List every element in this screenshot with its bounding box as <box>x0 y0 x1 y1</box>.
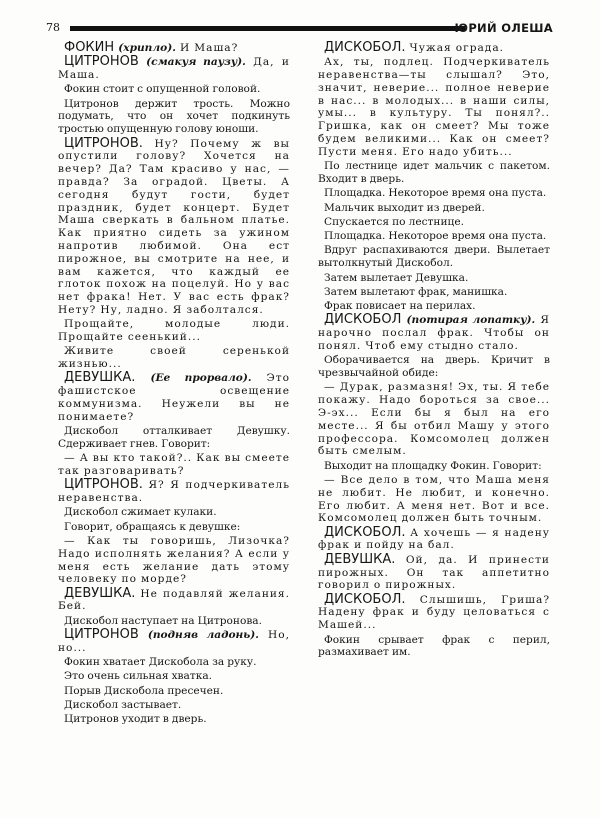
stage-direction <box>58 83 290 96</box>
dialogue-line <box>58 135 290 317</box>
dialogue-line <box>58 56 290 82</box>
dialogue-line <box>58 452 290 478</box>
stage-direction <box>318 286 550 299</box>
speaker-name: ДИСКОБОЛ <box>324 312 402 328</box>
paragraph-text: Вдруг распахиваются двери. Вылетает вытолкнутый Дискобол. <box>318 244 550 270</box>
paragraph-text: Чужая ограда. <box>405 42 505 54</box>
stage-direction <box>58 699 290 712</box>
speaker-name: ЦИТРОНОВ. <box>64 135 143 151</box>
page-header <box>46 20 553 36</box>
speaker-name: ДИСКОБОЛ. <box>324 524 406 540</box>
paragraph-text: Я? Я подчеркиватель неравенства. <box>58 479 290 505</box>
paragraph-text: Мальчик выходит из дверей. <box>324 201 485 214</box>
paragraph-text: Дискобол застывает. <box>64 699 182 712</box>
stage-remark: (подняв ладонь). <box>147 629 259 642</box>
dialogue-line <box>58 42 290 55</box>
stage-remark: (хрипло). <box>118 42 176 54</box>
dialogue-line <box>318 591 550 632</box>
stage-direction <box>58 656 290 669</box>
paragraph-text: Фрак повисает на перилах. <box>324 300 476 313</box>
right-column <box>318 42 550 661</box>
paragraph-text: Дискобол отталкивает Девушку. Сдерживает гнев. Говорит: <box>58 425 290 450</box>
stage-direction <box>318 460 550 473</box>
paragraph-text: Дискобол наступает на Цитронова. <box>64 614 262 627</box>
stage-remark: (потирая лопатку). <box>406 314 536 327</box>
header-rule <box>70 26 465 31</box>
dialogue-line <box>318 42 550 55</box>
paragraph-text: Спускается по лестнице. <box>324 215 464 228</box>
stage-direction <box>58 425 290 451</box>
stage-direction <box>318 272 550 285</box>
paragraph-text: Да, и Маша. <box>58 56 290 82</box>
paragraph-text: Это фашистское освещение коммунизма. Неужели вы не понимаете? <box>58 372 290 423</box>
speaker-name: ДИСКОБОЛ. <box>324 591 406 607</box>
dialogue-line <box>58 372 290 423</box>
stage-direction <box>318 160 550 186</box>
stage-direction <box>318 244 550 270</box>
speaker-name: ЦИТРОНОВ. <box>64 477 143 493</box>
running-title: ЮРИЙ ОЛЕША <box>454 21 553 35</box>
paragraph-text: — Все дело в том, что Маша меня не любит. Не любит, и конечно. Его любит. А меня нет. Вот и все. Комсомолец должен быть точным. <box>318 474 550 525</box>
paragraph-text: Прощайте, молодые люди. Прощайте сеенький... <box>58 318 290 344</box>
paragraph-text: — А вы кто такой?.. Как вы смеете так разговаривать? <box>58 452 290 477</box>
dialogue-line <box>318 381 550 458</box>
dialogue-line <box>318 56 550 158</box>
dialogue-line <box>58 479 290 505</box>
speaker-name: ФОКИН <box>64 40 115 55</box>
stage-direction <box>318 354 550 380</box>
paragraph-text: Порыв Дискобола пресечен. <box>64 684 224 697</box>
speaker-name: ДЕВУШКА. <box>64 585 136 601</box>
dialogue-line <box>318 551 550 592</box>
paragraph-text: Ну? Почему ж вы опустили голову? Хочется на вечер? Да? Там красиво у нас, — правда? За оградой. Цветы. А сегодня будут гости, будет праздник, будет концерт. Будет Маша сверкать в бальном платье. Как приятно сидеть за ужином напротив любимой. Она ест пирожное, вы смотрите на нее, и вам кажется, что каждый ее глоток похож на поцелуй. Но у вас нет фрака! Нет. У вас есть фрак? Нету? Ну, ладно. Я заболтался. <box>58 137 290 316</box>
paragraph-text: Это очень сильная хватка. <box>64 670 212 683</box>
paragraph-text: Цитронов держит трость. Можно подумать, что он хочет подкинуть тростью опущенную голову юноши. <box>58 97 290 136</box>
dialogue-line <box>318 474 550 525</box>
speaker-name: ЦИТРОНОВ <box>64 627 139 643</box>
left-column <box>58 42 290 728</box>
stage-direction <box>318 230 550 243</box>
paragraph-text: Фокин срывает фрак с перил, размахивает им. <box>318 633 550 659</box>
stage-direction <box>58 685 290 698</box>
stage-direction <box>318 216 550 229</box>
stage-direction <box>58 713 290 726</box>
paragraph-text: — Дурак, размазня! Эх, ты. Я тебе покажу. Надо бороться за свое... Э-эх... Если бы я был на его месте... Я бы отбил Машу у этого профессора. Комсомолец должен быть смелым. <box>318 381 550 458</box>
page-number: 78 <box>46 21 60 34</box>
dialogue-line <box>318 524 550 553</box>
paragraph-text: Говорит, обращаясь к девушке: <box>64 520 241 533</box>
paragraph-text: Ах, ты, подлец. Подчеркиватель неравенства—ты слышал? Это, значит, неверие... полное неверие в нас... в молодых... в наши силы, умы... в культуру. Ты понял?.. Гришка, как он смеет? Мы тоже будем великими... Как он смеет? Пусти меня. Его надо убить... <box>318 56 550 158</box>
paragraph-text: Площадка. Некоторое время она пуста. <box>324 230 547 243</box>
stage-direction <box>58 506 290 519</box>
speaker-name: ДЕВУШКА. <box>324 551 396 567</box>
speaker-name: ДИСКОБОЛ. <box>324 40 406 55</box>
stage-direction <box>318 634 550 660</box>
stage-direction <box>318 202 550 215</box>
paragraph-text: Выходит на площадку Фокин. Говорит: <box>324 459 542 472</box>
paragraph-text: Фокин хватает Дискобола за руку. <box>64 656 257 669</box>
paragraph-text: Цитронов уходит в дверь. <box>64 713 207 726</box>
paragraph-text: Площадка. Некоторое время она пуста. <box>324 187 547 200</box>
speaker-name: ДЕВУШКА. <box>64 370 136 386</box>
speaker-name: ЦИТРОНОВ <box>64 54 139 70</box>
stage-direction <box>58 98 290 136</box>
stage-direction <box>318 300 550 313</box>
paragraph-text: Затем вылетают фрак, манишка. <box>324 285 508 298</box>
stage-direction <box>58 670 290 683</box>
paragraph-text: Затем вылетает Девушка. <box>324 271 469 284</box>
stage-remark: (Ее прорвало). <box>150 372 252 385</box>
paragraph-text: По лестнице идет мальчик с пакетом. Входит в дверь. <box>318 160 550 185</box>
paragraph-text: Оборачивается на дверь. Кричит в чрезвычайной обиде: <box>318 354 550 380</box>
paragraph-text: И Маша? <box>175 42 239 54</box>
paragraph-text: Ой, да. И принести пирожных. Он так аппетитно говорил о пирожных. <box>318 553 550 592</box>
paragraph-text: — Как ты говоришь, Лизочка? Надо исполнять желания? А если у меня есть желание дать этому человеку по морде? <box>58 534 290 586</box>
dialogue-line <box>58 318 290 344</box>
paragraph-text: Не подавляй желания. Бей. <box>58 587 290 613</box>
stage-direction <box>318 187 550 200</box>
stage-direction <box>58 521 290 534</box>
dialogue-line <box>318 314 550 352</box>
paragraph-text: Живите своей серенькой жизнью... <box>58 345 290 371</box>
stage-remark: (смакуя паузу). <box>146 56 246 69</box>
dialogue-line <box>58 629 290 655</box>
dialogue-line <box>58 585 290 614</box>
paragraph-text: Фокин стоит с опущенной головой. <box>64 83 261 96</box>
paragraph-text: Слышишь, Гриша? Надену фрак и буду целоваться с Машей... <box>318 593 550 632</box>
paragraph-text: А хочешь — я надену фрак и пойду на бал. <box>318 526 550 552</box>
dialogue-line <box>58 345 290 371</box>
paragraph-text: Но, но... <box>58 629 290 654</box>
dialogue-line <box>58 535 290 586</box>
paragraph-text: Я нарочно послал фрак. Чтобы он понял. Чтоб ему стыдно стало. <box>318 314 550 353</box>
stage-direction <box>58 615 290 628</box>
paragraph-text: Дискобол сжимает кулаки. <box>64 506 217 519</box>
